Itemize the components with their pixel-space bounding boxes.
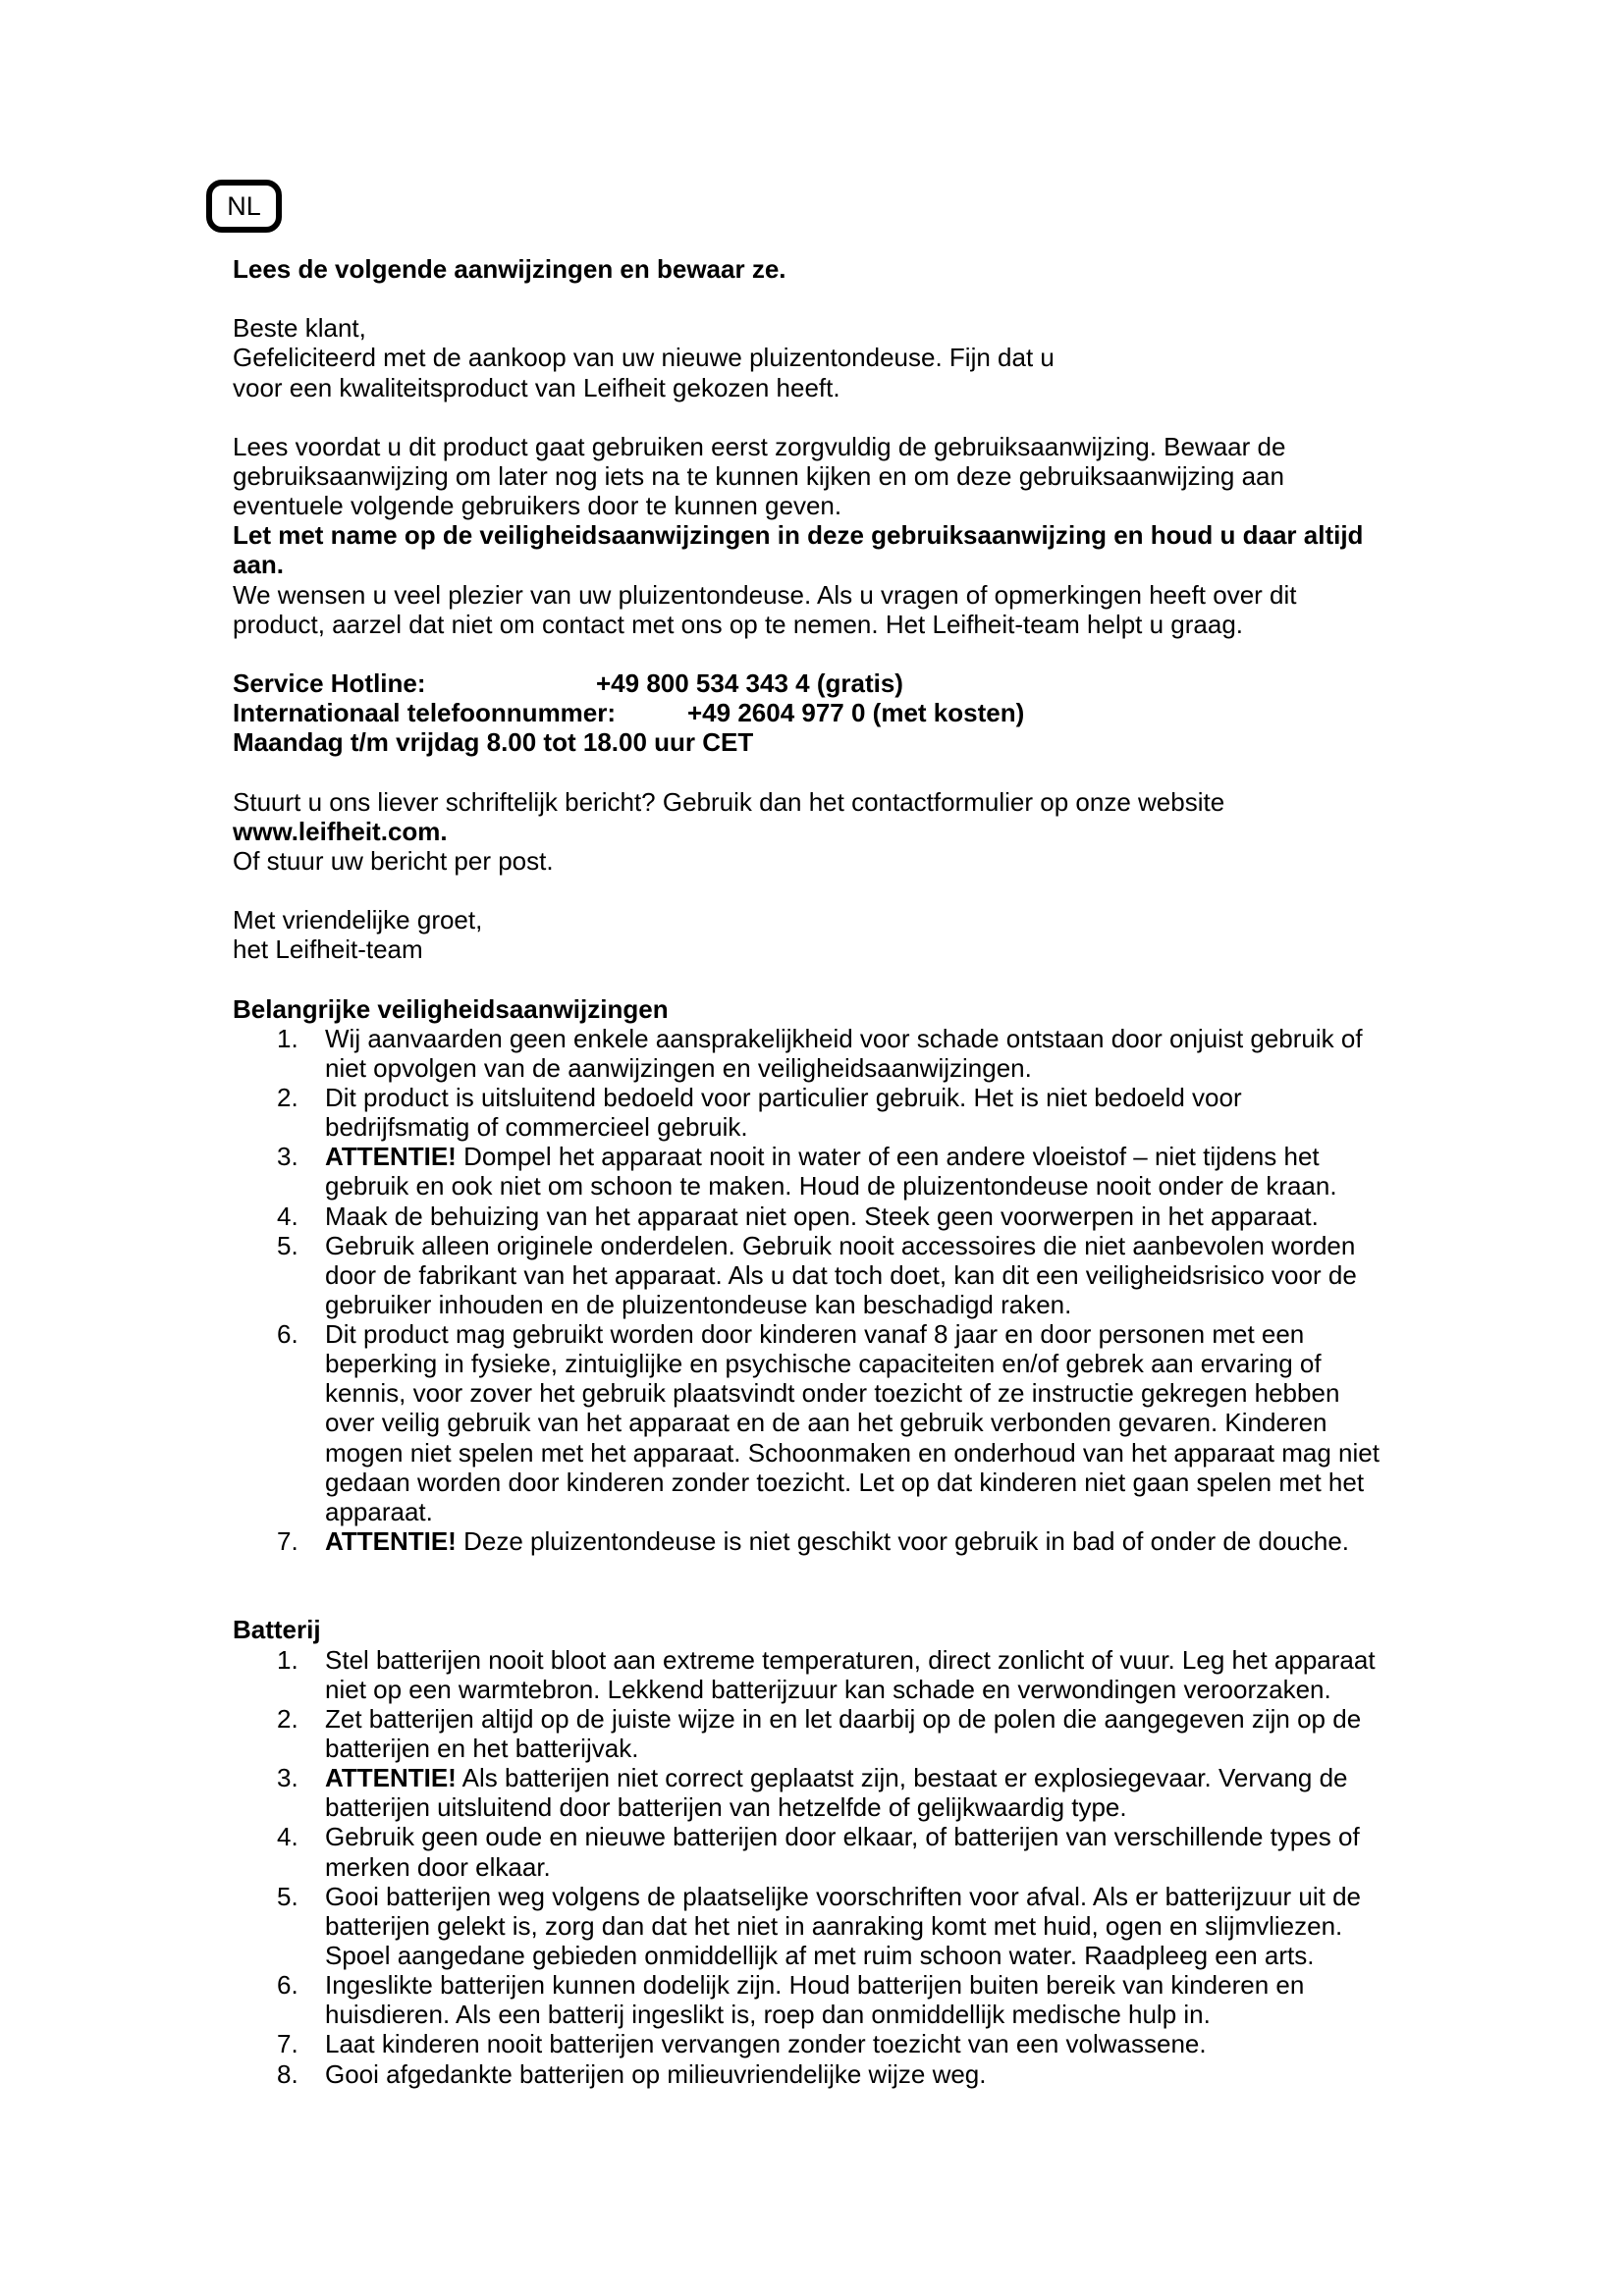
attention-label: ATTENTIE! — [325, 1142, 457, 1172]
safety-item-1 — [233, 1024, 1529, 1083]
safety-item-2 — [233, 1083, 1529, 1142]
safety-item-5 — [233, 1231, 1529, 1319]
item-number: 1. — [277, 1023, 298, 1053]
battery-item-7 — [233, 2029, 1529, 2058]
safety-section — [233, 994, 1529, 1557]
item-text: Dompel het apparaat nooit in water of een andere vloeistof – niet tijdens het — [463, 1142, 1320, 1172]
item-line: Gebruik alleen originele onderdelen. Gebruik nooit accessoires die niet aanbevolen worden — [325, 1230, 1356, 1260]
item-number: 7. — [277, 2029, 298, 2059]
battery-item-3 — [233, 1763, 1529, 1822]
hotline-number: +49 800 534 343 4 (gratis) — [596, 667, 903, 698]
battery-title: Batterij — [233, 1615, 321, 1645]
closing-block — [233, 905, 1529, 964]
item-number: 6. — [277, 1319, 298, 1350]
item-line: huisdieren. Als een batterij ingeslikt is, roep dan onmiddellijk medische hulp in. — [325, 2000, 1211, 2030]
safety-item-6 — [233, 1319, 1529, 1526]
attention-label: ATTENTIE! — [325, 1526, 457, 1557]
item-line: over veilig gebruik van het apparaat en de aan het gebruik verbonden gevaren. Kinderen — [325, 1408, 1327, 1438]
item-number: 3. — [277, 1142, 298, 1172]
item-line — [325, 1142, 1529, 1171]
intl-phone-number: +49 2604 977 0 (met kosten) — [687, 698, 1025, 728]
safety-item-4 — [233, 1201, 1529, 1231]
item-line — [325, 1526, 1529, 1556]
item-line: Wij aanvaarden geen enkele aansprakelijkheid voor schade ontstaan door onjuist gebruik of — [325, 1023, 1363, 1053]
battery-item-8 — [233, 2059, 1529, 2089]
contact-block — [233, 787, 1529, 876]
greeting: Beste klant, — [233, 313, 366, 344]
item-line: Gooi batterijen weg volgens de plaatselijke voorschriften voor afval. Als er batterijzuur uit de — [325, 1881, 1362, 1911]
item-line: gedaan worden door kinderen zonder toezicht. Let op dat kinderen niet gaan spelen met het — [325, 1467, 1365, 1497]
item-line: Gooi afgedankte batterijen op milieuvriendelijke wijze weg. — [325, 2058, 987, 2089]
intro-block — [233, 313, 1529, 401]
item-line: niet op een warmtebron. Lekkend batterijzuur kan schade en verwondingen veroorzaken. — [325, 1674, 1331, 1704]
item-line: niet opvolgen van de aanwijzingen en veiligheidsaanwijzingen. — [325, 1052, 1032, 1083]
item-number: 2. — [277, 1703, 298, 1734]
item-line: merken door elkaar. — [325, 1851, 551, 1882]
item-line: batterijen gelekt is, zorg dan dat het niet in aanraking komt met huid, ogen en slijmvliezen. — [325, 1910, 1343, 1941]
page-heading: Lees de volgende aanwijzingen en bewaar ze. — [233, 254, 786, 284]
read-line: Lees voordat u dit product gaat gebruiken eerst zorgvuldig de gebruiksaanwijzing. Bewaar de — [233, 431, 1286, 461]
safety-title: Belangrijke veiligheidsaanwijzingen — [233, 993, 669, 1024]
item-line: batterijen en het batterijvak. — [325, 1734, 639, 1764]
item-number: 1. — [277, 1644, 298, 1675]
item-number: 5. — [277, 1230, 298, 1260]
website-text: www.leifheit.com. — [233, 816, 448, 846]
item-line: beperking in fysieke, zintuiglijke en psychische capaciteiten en/of gebrek aan ervaring of — [325, 1349, 1322, 1379]
intro-line: Gefeliciteerd met de aankoop van uw nieuwe pluizentondeuse. Fijn dat u — [233, 343, 1055, 373]
intl-phone-row — [233, 698, 1529, 727]
safety-item-7 — [233, 1526, 1529, 1556]
safety-item-3 — [233, 1142, 1529, 1201]
battery-item-1 — [233, 1645, 1529, 1704]
item-line: Spoel aangedane gebieden onmiddellijk af met ruim schoon water. Raadpleeg een arts. — [325, 1941, 1315, 1971]
item-number: 5. — [277, 1881, 298, 1911]
item-line — [325, 1763, 1529, 1792]
item-line: Dit product is uitsluitend bedoeld voor particulier gebruik. Het is niet bedoeld voor — [325, 1082, 1242, 1112]
battery-section — [233, 1615, 1529, 2088]
hotline-row — [233, 668, 1529, 698]
post-line: Of stuur uw bericht per post. — [233, 845, 554, 876]
item-line: apparaat. — [325, 1496, 433, 1526]
item-line: Ingeslikte batterijen kunnen dodelijk zijn. Houd batterijen buiten bereik van kinderen en — [325, 1970, 1305, 2001]
item-text: Deze pluizentondeuse is niet geschikt voor gebruik in bad of onder de douche. — [463, 1526, 1350, 1557]
attention-line: aan. — [233, 550, 285, 580]
attention-label: ATTENTIE! — [325, 1763, 457, 1793]
item-line: Laat kinderen nooit batterijen vervangen zonder toezicht van een volwassene. — [325, 2029, 1207, 2059]
battery-item-5 — [233, 1882, 1529, 1970]
item-number: 2. — [277, 1082, 298, 1112]
wish-line: product, aarzel dat niet om contact met ons op te nemen. Het Leifheit-team helpt u graag. — [233, 609, 1244, 639]
battery-item-6 — [233, 1970, 1529, 2029]
battery-item-4 — [233, 1822, 1529, 1881]
item-line: Maak de behuizing van het apparaat niet open. Steek geen voorwerpen in het apparaat. — [325, 1201, 1319, 1231]
item-line: mogen niet spelen met het apparaat. Schoonmaken en onderhoud van het apparaat mag niet — [325, 1437, 1380, 1468]
item-line: bedrijfsmatig of commercieel gebruik. — [325, 1112, 748, 1143]
item-line: door de fabrikant van het apparaat. Als u dat toch doet, kan dit een veiligheidsrisico voor de — [325, 1259, 1357, 1290]
item-line: kennis, voor zover het gebruik plaatsvindt onder toezicht of ze instructie gekregen hebben — [325, 1378, 1340, 1409]
item-number: 8. — [277, 2058, 298, 2089]
item-line: gebruiker inhouden en de pluizentondeuse kan beschadigd raken. — [325, 1289, 1072, 1319]
item-line: Gebruik geen oude en nieuwe batterijen door elkaar, of batterijen van verschillende types of — [325, 1822, 1360, 1852]
signature: het Leifheit-team — [233, 934, 423, 965]
read-line: gebruiksaanwijzing om later nog iets na te kunnen kijken en om deze gebruiksaanwijzing aan — [233, 460, 1284, 491]
intl-phone-label: Internationaal telefoonnummer: — [233, 698, 617, 728]
attention-line: Let met name op de veiligheidsaanwijzingen in deze gebruiksaanwijzing en houd u daar altijd — [233, 520, 1364, 551]
intro-line: voor een kwaliteitsproduct van Leifheit gekozen heeft. — [233, 372, 840, 402]
wish-line: We wensen u veel plezier van uw pluizentondeuse. Als u vragen of opmerkingen heeft over dit — [233, 579, 1297, 610]
item-number: 3. — [277, 1763, 298, 1793]
item-line: Stel batterijen nooit bloot aan extreme temperaturen, direct zonlicht of vuur. Leg het apparaat — [325, 1644, 1376, 1675]
read-line: eventuele volgende gebruikers door te kunnen geven. — [233, 491, 842, 521]
item-number: 4. — [277, 1822, 298, 1852]
battery-item-2 — [233, 1704, 1529, 1763]
item-number: 4. — [277, 1201, 298, 1231]
item-line: Dit product mag gebruikt worden door kinderen vanaf 8 jaar en door personen met een — [325, 1319, 1305, 1350]
item-line: gebruik en ook niet om schoon te maken. Houd de pluizentondeuse nooit onder de kraan. — [325, 1171, 1337, 1201]
language-badge: NL — [206, 180, 282, 233]
item-line: batterijen uitsluitend door batterijen van hetzelfde of gelijkwaardig type. — [325, 1792, 1127, 1823]
hotline-label: Service Hotline: — [233, 667, 426, 698]
regards: Met vriendelijke groet, — [233, 905, 483, 935]
item-number: 7. — [277, 1526, 298, 1557]
item-line: Zet batterijen altijd op de juiste wijze in en let daarbij op de polen die aangegeven zijn op de — [325, 1703, 1362, 1734]
contact-line: Stuurt u ons liever schriftelijk bericht? Gebruik dan het contactformulier op onze website — [233, 786, 1225, 817]
item-text: Als batterijen niet correct geplaatst zijn, bestaat er explosiegevaar. Vervang de — [461, 1763, 1348, 1793]
item-number: 6. — [277, 1970, 298, 2001]
document-body — [233, 254, 1529, 2089]
instructions-block — [233, 432, 1529, 639]
service-hours: Maandag t/m vrijdag 8.00 tot 18.00 uur CET — [233, 727, 754, 758]
service-block — [233, 668, 1529, 757]
